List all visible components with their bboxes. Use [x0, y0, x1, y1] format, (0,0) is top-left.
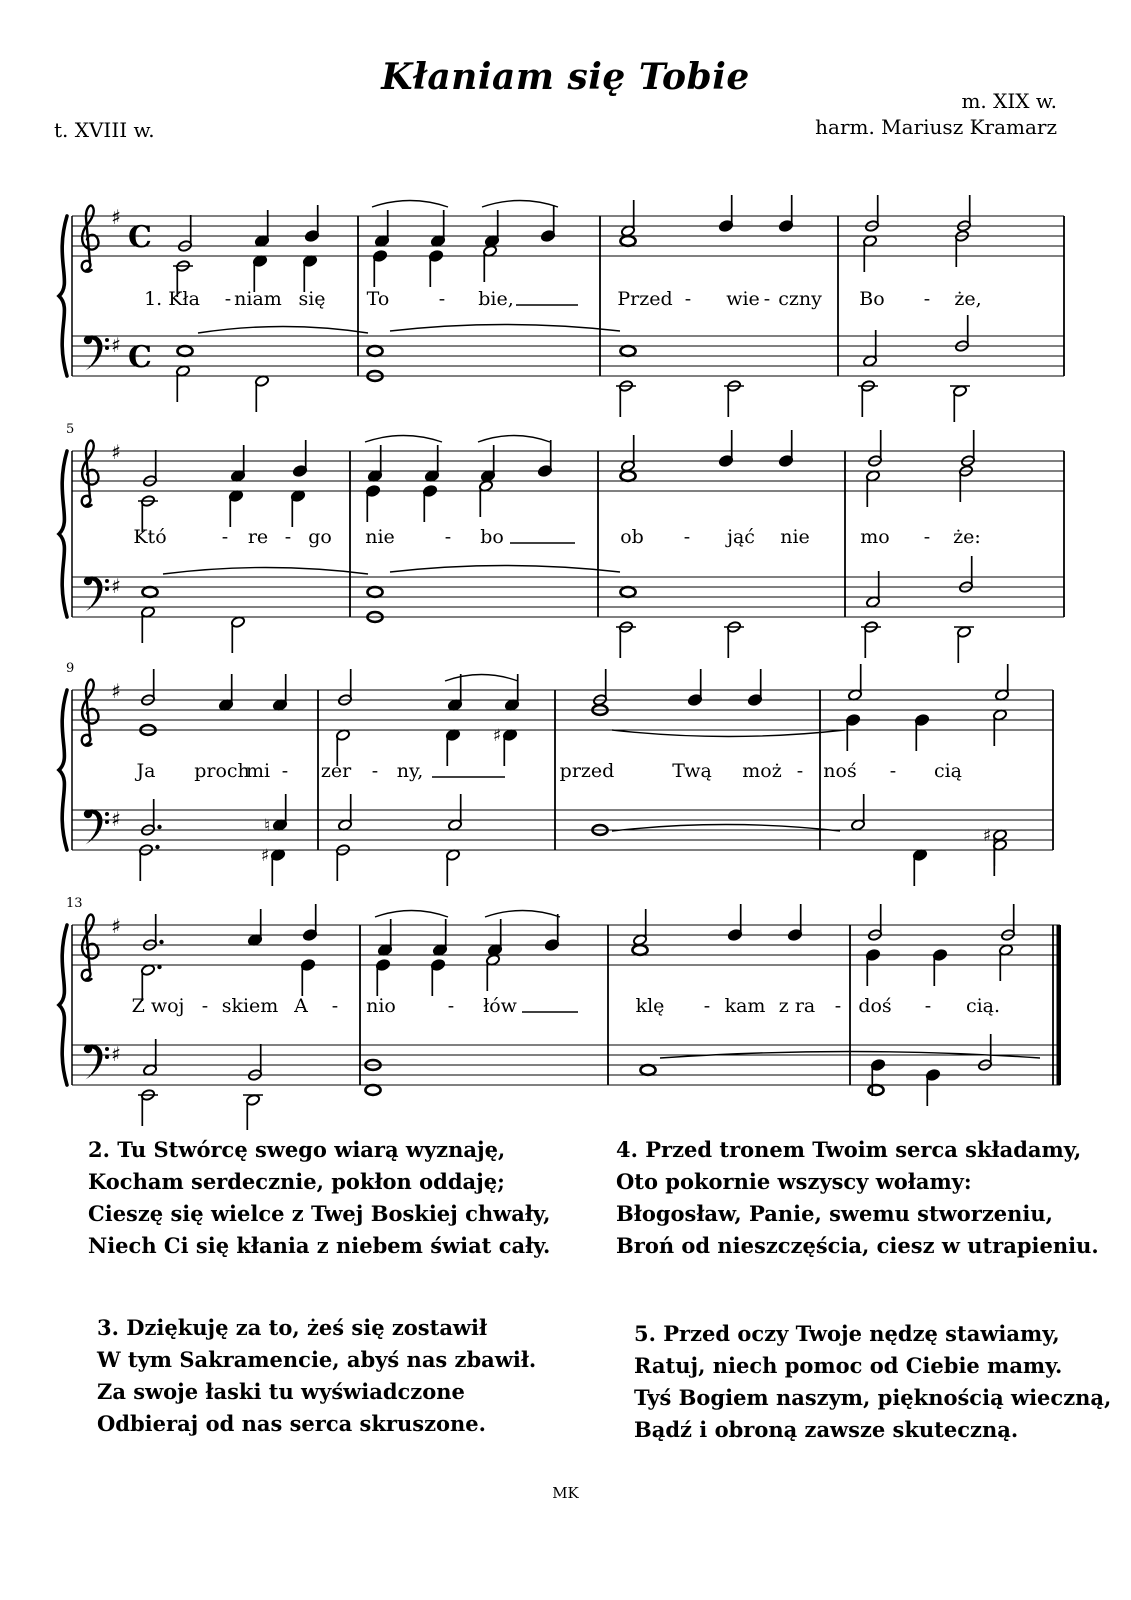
grand-staff-system-2 — [59, 422, 1064, 663]
tie-slur — [390, 566, 620, 573]
lyric-syllable: - — [201, 995, 209, 1017]
lyric-syllable: - — [281, 760, 289, 782]
lyric-syllable: Ja — [136, 760, 156, 782]
system-brace — [59, 690, 67, 850]
sharp-icon: ♯ — [982, 826, 992, 846]
verse-line: Niech Ci się kłania z niebem świat cały. — [88, 1233, 551, 1258]
lyric-syllable: klę — [635, 995, 665, 1017]
tie-slur — [485, 911, 560, 918]
whole-note — [640, 1065, 655, 1075]
lyric-syllable: proch — [194, 760, 250, 782]
whole-note — [620, 346, 635, 356]
key-signature-sharp: ♯ — [111, 807, 121, 831]
augmentation-dot — [155, 845, 159, 849]
lyric-line — [132, 995, 1000, 1017]
lyric-line — [144, 288, 982, 310]
lyric-syllable: - — [889, 760, 897, 782]
lyric-syllable: - — [684, 288, 692, 310]
augmentation-dot — [159, 940, 163, 944]
lyric-syllable: że: — [953, 526, 981, 548]
whole-note — [367, 346, 382, 356]
measure-number: 5 — [66, 422, 75, 437]
verse-line: Kocham serdecznie, pokłon oddaję; — [88, 1169, 505, 1194]
lyric-syllable: bie, — [478, 288, 514, 310]
verse-line: Cieszę się wielce z Twej Boskiej chwały, — [88, 1201, 551, 1226]
lyric-syllable: czny — [778, 288, 822, 310]
verse-line: Odbieraj od nas serca skruszone. — [97, 1411, 486, 1436]
measure-number: 13 — [66, 896, 83, 911]
harmonization-credit: harm. Mariusz Kramarz — [815, 115, 1057, 139]
verse-line: Oto pokornie wszyscy wołamy: — [616, 1169, 972, 1194]
lyric-syllable: jąć — [727, 526, 755, 548]
key-signature-sharp: ♯ — [111, 914, 121, 938]
lyric-syllable: noś — [823, 760, 857, 782]
lyric-syllable: - — [923, 526, 931, 548]
final-barline — [1057, 925, 1062, 1085]
verse-line: Ratuj, niech pomoc od Ciebie mamy. — [634, 1353, 1063, 1378]
tie-slur — [198, 327, 368, 334]
lyric-syllable: nie — [365, 526, 395, 548]
lyric-syllable: 1. Kła — [144, 288, 200, 310]
lyric-syllable: wie — [726, 288, 760, 310]
tie-slur — [375, 911, 448, 918]
lyric-syllable: re — [247, 526, 269, 548]
lyric-syllable: mo — [860, 526, 890, 548]
lyric-syllable: cią — [933, 760, 963, 782]
lyric-syllable: Przed — [617, 288, 673, 310]
measure-number: 9 — [66, 661, 75, 676]
lyric-syllable: skiem — [221, 995, 279, 1017]
whole-note — [177, 346, 192, 356]
whole-note — [365, 1085, 380, 1095]
key-signature-sharp: ♯ — [111, 1042, 121, 1066]
tie-slur — [478, 436, 550, 443]
verse-2 — [88, 1134, 550, 1262]
lyric-syllable: Bo — [859, 288, 885, 310]
whole-note — [142, 587, 157, 597]
whole-note — [367, 587, 382, 597]
key-signature-sharp: ♯ — [111, 574, 121, 598]
whole-note — [632, 945, 647, 955]
lyric-syllable: - — [438, 288, 446, 310]
grand-staff-system-4 — [59, 896, 1061, 1130]
lyric-syllable: go — [308, 526, 332, 548]
augmentation-dot — [157, 965, 161, 969]
lyric-syllable: - — [683, 526, 691, 548]
lyric-syllable: - — [331, 995, 339, 1017]
lyric-syllable: - — [444, 526, 452, 548]
lyric-syllable: niam — [234, 288, 282, 310]
lyric-syllable: - — [703, 995, 711, 1017]
footer-initials: MK — [552, 1484, 579, 1502]
lyric-syllable: To — [366, 288, 390, 310]
system-brace — [59, 451, 67, 617]
key-signature-sharp: ♯ — [111, 333, 121, 357]
tie-slur — [390, 325, 620, 332]
verse-line: Błogosław, Panie, swemu stworzeniu, — [616, 1201, 1053, 1226]
tie-slur — [163, 568, 368, 575]
lyric-syllable: kam — [724, 995, 766, 1017]
tie-slur — [445, 675, 518, 682]
verse-line: Za swoje łaski tu wyświadczone — [97, 1379, 465, 1404]
barlines — [72, 925, 1061, 1085]
whole-note — [620, 587, 635, 597]
lyric-syllable: A — [294, 995, 308, 1017]
whole-note — [620, 471, 635, 481]
lyric-syllable: - — [924, 995, 932, 1017]
note-events — [173, 195, 971, 422]
lyric-syllable: że, — [954, 288, 982, 310]
lyric-syllable: - — [796, 760, 804, 782]
verse-line: Bądź i obroną zawsze skuteczną. — [634, 1417, 1019, 1442]
lyric-syllable: - — [834, 995, 842, 1017]
grand-staff-system-1 — [59, 195, 1064, 422]
lyric-line — [135, 760, 963, 782]
verse-5 — [634, 1318, 1111, 1446]
lyric-syllable: przed — [559, 760, 615, 782]
tie-slur — [612, 730, 845, 737]
lyric-syllable: moż — [742, 760, 782, 782]
lyric-syllable: nio — [366, 995, 396, 1017]
tie-slur — [365, 436, 442, 443]
lyric-syllable: - — [923, 288, 931, 310]
sharp-icon: ♯ — [260, 846, 270, 866]
augmentation-dot — [157, 825, 161, 829]
lyric-syllable: - — [224, 288, 232, 310]
lyric-syllable: Twą — [672, 760, 712, 782]
verse-line: Tyś Bogiem naszym, pięknością wieczną, — [634, 1385, 1112, 1410]
lyric-syllable: z ra — [778, 995, 816, 1017]
bass-clef-icon — [84, 576, 109, 611]
verse-line: 3. Dziękuję za to, żeś się zostawił — [97, 1315, 488, 1340]
lyric-syllable: zer — [320, 760, 352, 782]
verse-line: 2. Tu Stwórcę swego wiarą wyznaję, — [88, 1137, 506, 1162]
lyric-syllable: - — [284, 526, 292, 548]
natural-icon: ♮ — [263, 816, 271, 836]
melody-credit: m. XIX w. — [961, 89, 1057, 113]
lyric-syllable: się — [298, 288, 326, 310]
lyric-syllable: bo — [480, 526, 504, 548]
lyric-syllable: doś — [858, 995, 892, 1017]
verse-line: Broń od nieszczęścia, ciesz w utrapieniu. — [616, 1233, 1099, 1258]
lyric-syllable: Z woj — [131, 995, 185, 1017]
tie-slur — [372, 201, 448, 208]
treble-clef-icon — [82, 679, 99, 745]
common-time-signature: C — [128, 220, 152, 255]
verse-3 — [97, 1312, 536, 1440]
whole-note — [620, 236, 635, 246]
treble-clef-icon — [82, 914, 99, 980]
lyric-syllable: cią. — [965, 995, 1001, 1017]
key-signature-sharp: ♯ — [111, 205, 121, 229]
key-signature-sharp: ♯ — [111, 679, 121, 703]
lyric-syllable: - — [763, 288, 771, 310]
system-brace — [59, 925, 67, 1085]
page-title: Kłaniam się Tobie — [381, 56, 750, 98]
lyric-syllable: łów — [483, 995, 517, 1017]
treble-clef-icon — [82, 205, 99, 271]
lyric-syllable: - — [447, 995, 455, 1017]
treble-clef-icon — [82, 440, 99, 506]
key-signature-sharp: ♯ — [111, 440, 121, 464]
bass-clef-icon — [84, 1044, 109, 1079]
lyric-syllable: - — [221, 526, 229, 548]
barlines — [72, 216, 1064, 376]
sharp-icon: ♯ — [492, 726, 502, 746]
common-time-signature: C — [128, 340, 152, 375]
lyric-syllable: nie — [780, 526, 810, 548]
lyric-line — [133, 526, 980, 548]
lyric-syllable: Któ — [133, 526, 167, 548]
verse-line: 5. Przed oczy Twoje nędzę stawiamy, — [634, 1321, 1060, 1346]
bass-clef-icon — [84, 809, 109, 844]
lyric-syllable: ny, — [396, 760, 424, 782]
verse-4 — [616, 1134, 1099, 1262]
verse-line: W tym Sakramencie, abyś nas zbawił. — [97, 1347, 537, 1372]
grand-staff-system-3 — [59, 661, 1053, 886]
staff-lines — [72, 925, 1060, 1085]
note-events — [138, 904, 1015, 1130]
lyric-syllable: mi — [245, 760, 271, 782]
staff-lines — [72, 216, 1064, 376]
whole-note — [868, 1085, 883, 1095]
system-brace — [59, 216, 67, 376]
text-credit: t. XVIII w. — [54, 118, 155, 142]
tie-slur — [482, 201, 558, 208]
lyric-syllable: - — [371, 760, 379, 782]
bass-clef-icon — [84, 335, 109, 370]
lyric-syllable: ob — [620, 526, 644, 548]
verse-line: 4. Przed tronem Twoim serca składamy, — [616, 1137, 1082, 1162]
